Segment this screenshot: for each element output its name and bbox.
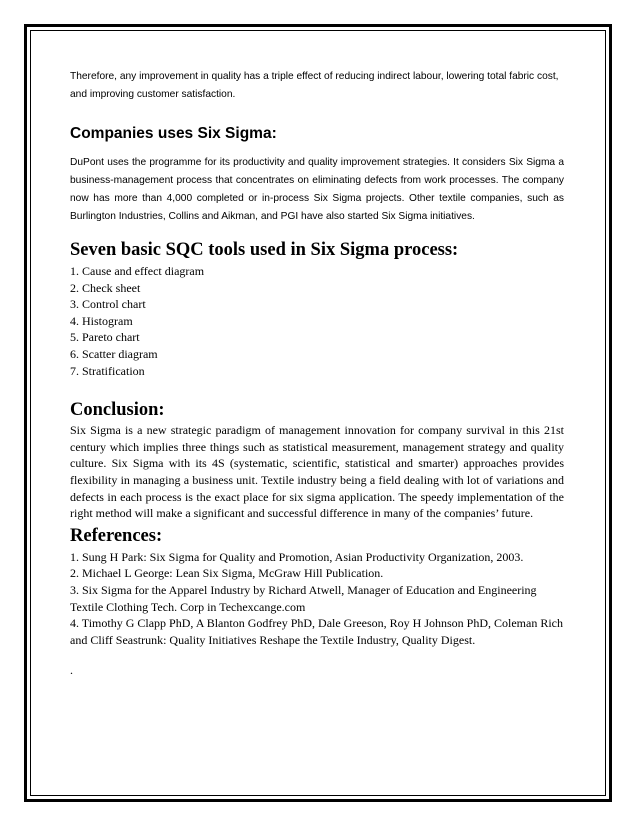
list-item: 3. Control chart <box>70 297 146 312</box>
companies-paragraph: DuPont uses the programme for its productivity and quality improvement strategies. It considers Six Sigma a business-management process that concentrates on eliminating defects from work processes. The company now has more than 4,000 completed or in-process Six Sigma projects. Other textile companies, such as Burlington Industries, Collins and Aikman, and PGI have also started Six Sigma initiatives. <box>70 157 564 222</box>
reference-item: 4. Timothy G Clapp PhD, A Blanton Godfrey PhD, Dale Greeson, Roy H Johnson PhD, Coleman Rich and Cliff Seastrunk: Quality Initiatives Reshape the Textile Industry, Quality Digest. <box>70 616 564 647</box>
companies-heading: Companies uses Six Sigma: <box>70 125 277 142</box>
list-item: 7. Stratification <box>70 363 145 378</box>
list-item: 5. Pareto chart <box>70 330 140 345</box>
intro-paragraph: Therefore, any improvement in quality has a triple effect of reducing indirect labour, lowering total fabric cost, and improving customer satisfaction. <box>70 71 559 100</box>
list-item: 1. Cause and effect diagram <box>70 264 205 278</box>
conclusion-heading: Conclusion: <box>70 400 165 421</box>
tools-heading: Seven basic SQC tools used in Six Sigma process: <box>70 240 459 260</box>
list-item: 4. Histogram <box>70 313 133 328</box>
reference-item: 1. Sung H Park: Six Sigma for Quality and Promotion, Asian Productivity Organization, 2003. <box>70 549 524 564</box>
list-item: 6. Scatter diagram <box>70 346 158 361</box>
page-content <box>70 68 564 679</box>
reference-item: 2. Michael L George: Lean Six Sigma, McGraw Hill Publication. <box>70 566 384 581</box>
conclusion-paragraph: Six Sigma is a new strategic paradigm of management innovation for company survival in this 21st century which implies three things such as statistical measurement, management strategy and quality culture. Six Sigma with its 4S (systematic, scientific, statistical and smarter) approaches provides flexibility in managing a business unit. Textile industry being a field dealing with lot of variations and defects in each process is the exact place for six sigma application. The speedy implementation of the right method will make a significant and successful difference in many of the companies’ future. <box>70 423 564 521</box>
reference-item: 3. Six Sigma for the Apparel Industry by Richard Atwell, Manager of Education and Engineering Textile Clothing Tech. Corp in Techexcange.com <box>70 582 537 614</box>
list-item: 2. Check sheet <box>70 280 141 295</box>
references-list <box>70 549 564 649</box>
trailing-mark: . <box>70 663 73 678</box>
references-heading: References: <box>70 525 163 546</box>
tools-list <box>70 263 564 379</box>
